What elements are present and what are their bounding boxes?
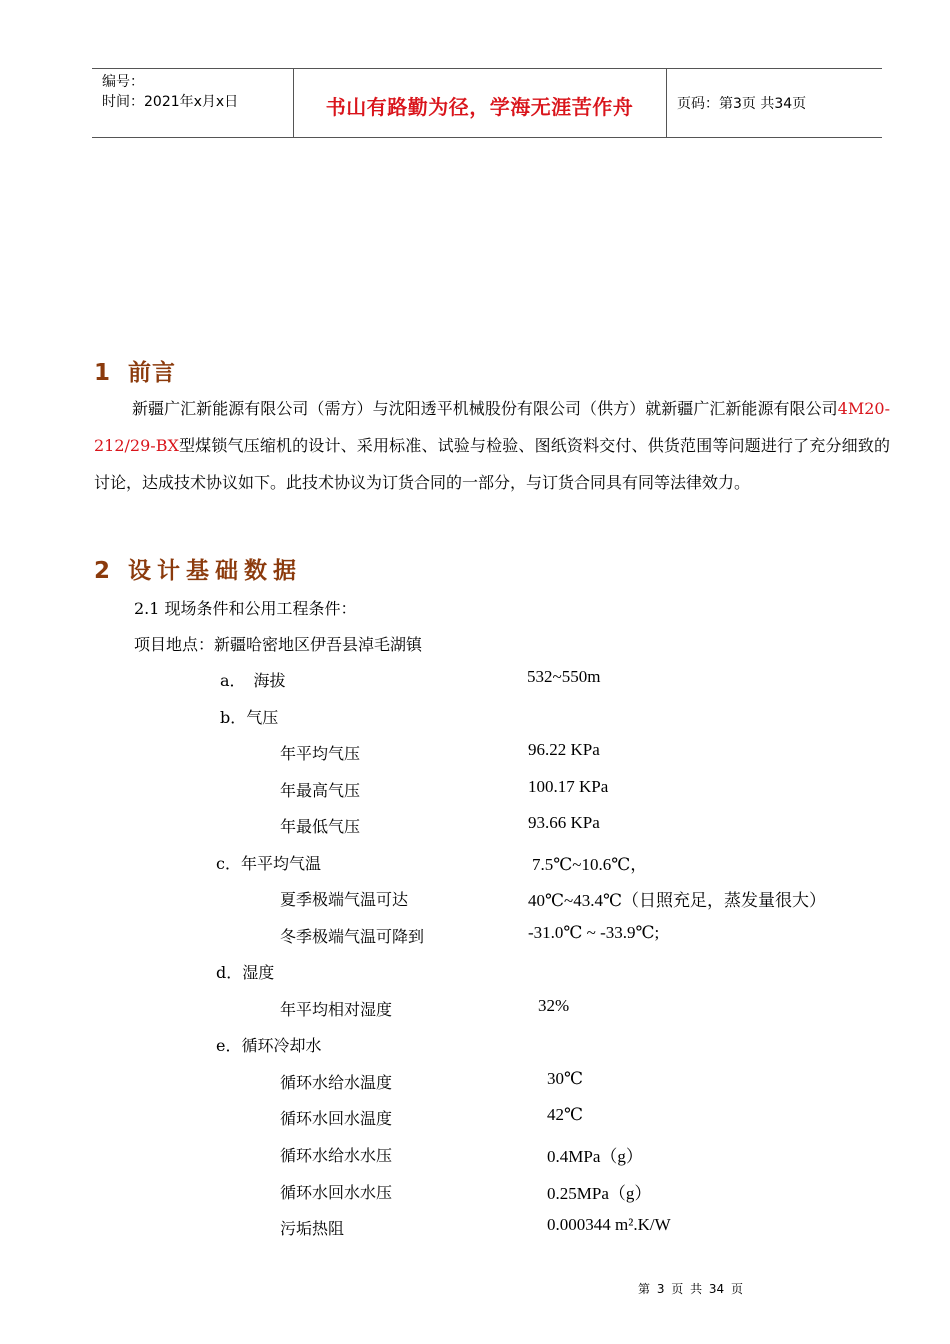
row-label: b．气压 [220,708,279,727]
row-value: 100.17 KPa [528,777,609,796]
header-motto: 书山有路勤为径，学海无涯苦作舟 [325,95,634,119]
row-label: c．年平均气温 [216,854,321,873]
header-right-cell [667,69,882,137]
para-text-2: 型煤锁气压缩机的设计、采用标准、试验与检验、图纸资料交付、供货范围等问题进行了充分细致的讨论，达成技术协议如下。此技术协议为订货合同的一部分，与订货合同具有同等法律效力。 [94,436,890,492]
page-header [92,68,882,138]
doc-time-label: 时间：2021年x月x日 [102,94,239,110]
doc-number-label: 编号： [102,74,144,90]
page-footer: 第 3 页 共 34 页 [638,1282,743,1296]
row-value: 42℃ [547,1105,584,1124]
row-value: 0.000344 m².K/W [547,1215,671,1234]
row-value: 30℃ [547,1069,584,1088]
section-1-title: 前言 [128,360,176,386]
row-value: 96.22 KPa [528,740,600,759]
header-page-info: 页码：第3页 共34页 [677,96,807,112]
row-value: 32% [538,996,570,1015]
project-location: 项目地点：新疆哈密地区伊吾县淖毛湖镇 [134,635,423,654]
section-1-heading [94,354,176,387]
row-label: 夏季极端气温可达 [280,890,409,909]
section-2-heading [94,552,302,585]
row-label: 年平均相对湿度 [280,1000,393,1019]
row-value: -31.0℃ ~ -33.9℃; [528,923,660,942]
row-value: 532~550m [527,667,601,686]
row-label: 污垢热阻 [280,1219,345,1238]
row-label: 年平均气压 [280,744,361,763]
para-text-1: 新疆广汇新能源有限公司（需方）与沈阳透平机械股份有限公司（供方）就新疆广汇新能源有限公司 [132,399,838,418]
compressor-model: 4M20-212/29-BX [94,399,890,455]
row-label: 循环水给水水压 [280,1146,393,1165]
row-label: 循环水给水温度 [280,1073,393,1092]
row-value: 0.25MPa（g） [547,1184,652,1203]
section-1-number: 1 [94,360,112,386]
row-value: 40℃~43.4℃（日照充足，蒸发量很大） [528,891,826,910]
row-label: e．循环冷却水 [216,1036,322,1055]
section-2-number: 2 [94,558,112,584]
section-1-paragraph [94,390,890,501]
row-value: 93.66 KPa [528,813,600,832]
row-label: 年最低气压 [280,817,361,836]
header-mid-cell [293,69,667,137]
row-value: 0.4MPa（g） [547,1147,643,1166]
row-label: 循环水回水水压 [280,1183,393,1202]
section-2-title: 设计基础数据 [128,558,302,584]
header-left-cell [92,69,294,137]
row-label: 循环水回水温度 [280,1109,393,1128]
subsection-2-1: 2.1 现场条件和公用工程条件： [134,599,357,618]
row-label: d．湿度 [216,963,275,982]
row-label: 年最高气压 [280,781,361,800]
row-label: a． 海拔 [220,671,286,690]
row-label: 冬季极端气温可降到 [280,927,425,946]
row-value: 7.5℃~10.6℃， [532,855,648,874]
